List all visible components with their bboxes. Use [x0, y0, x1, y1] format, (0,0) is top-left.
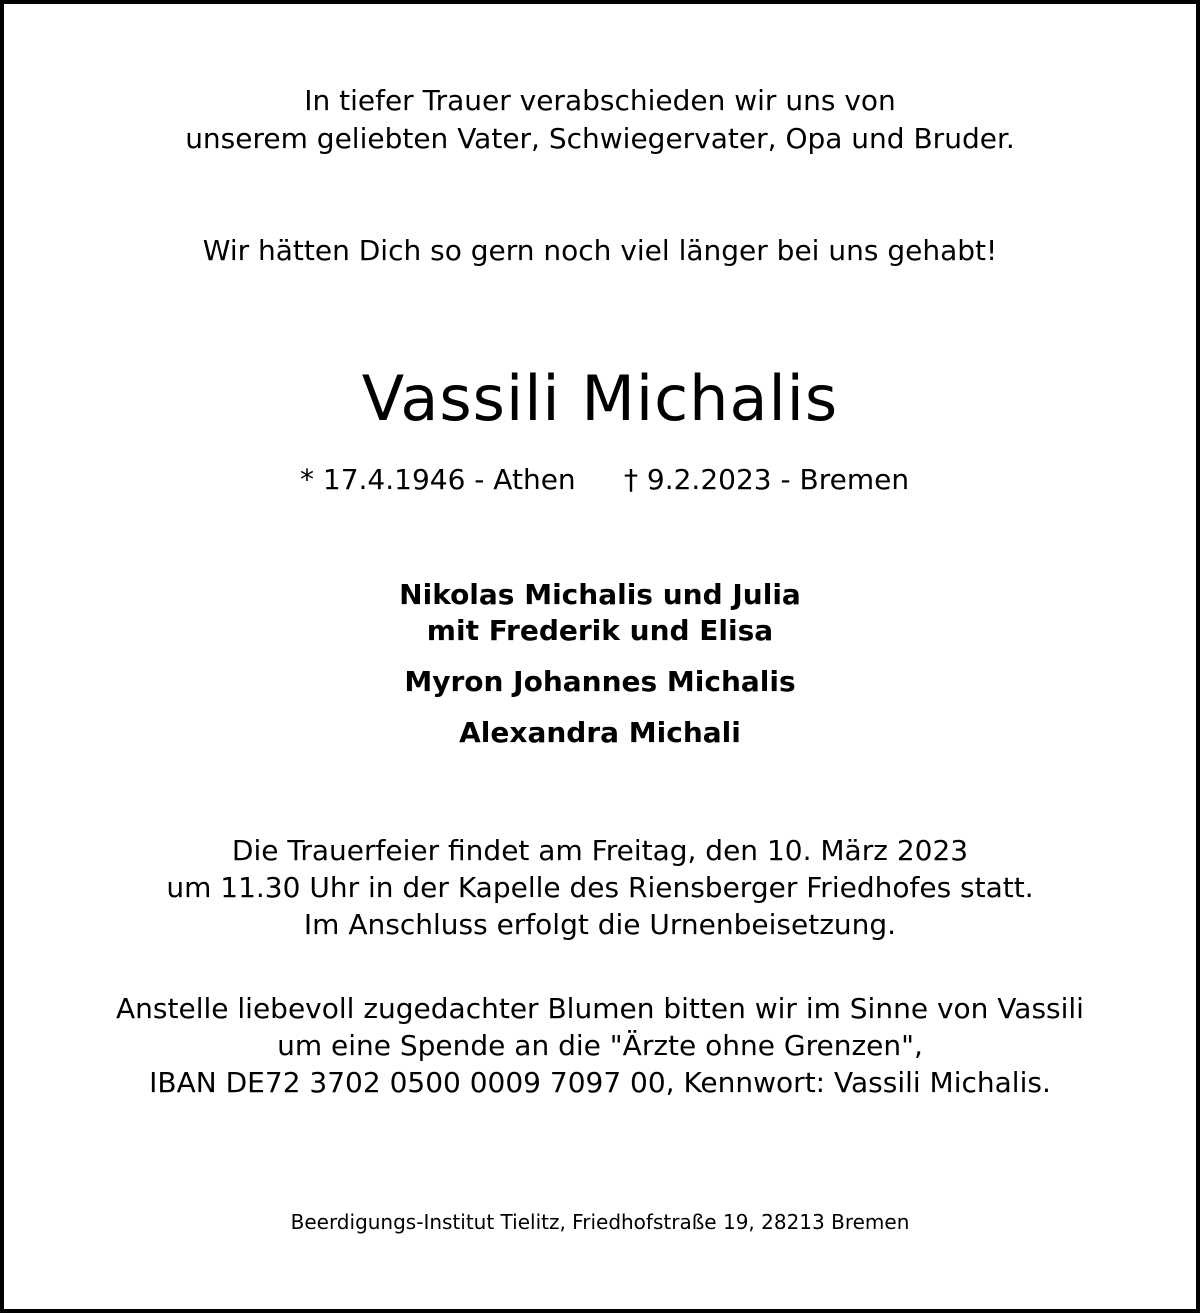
service-line-2: um 11.30 Uhr in der Kapelle des Riensberger Friedhofes statt.: [166, 871, 1034, 904]
intro-line-2: unserem geliebten Vater, Schwiegervater, Opa und Bruder.: [185, 122, 1015, 155]
birth-date: * 17.4.1946 - Athen: [300, 463, 576, 496]
death-date: † 9.2.2023 - Bremen: [624, 463, 910, 496]
funeral-home-address: Beerdigungs-Institut Tielitz, Friedhofstraße 19, 28213 Bremen: [290, 1210, 910, 1234]
mourner-line-3: Myron Johannes Michalis: [404, 665, 796, 698]
donation-line-3: IBAN DE72 3702 0500 0009 7097 00, Kennwort: Vassili Michalis.: [149, 1066, 1051, 1099]
service-line-1: Die Trauerfeier findet am Freitag, den 10. März 2023: [231, 834, 969, 867]
intro-line-1: In tiefer Trauer verabschieden wir uns von: [304, 84, 896, 117]
deceased-name: Vassili Michalis: [361, 362, 839, 435]
donation-line-1: Anstelle liebevoll zugedachter Blumen bitten wir im Sinne von Vassili: [116, 992, 1084, 1025]
mourner-line-2: mit Frederik und Elisa: [426, 614, 774, 647]
donation-line-2: um eine Spende an die "Ärzte ohne Grenzen",: [277, 1029, 923, 1062]
service-line-3: Im Anschluss erfolgt die Urnenbeisetzung.: [303, 908, 897, 941]
quote-line: Wir hätten Dich so gern noch viel länger bei uns gehabt!: [202, 234, 998, 267]
life-dates: [4, 460, 1196, 500]
mourner-line-4: Alexandra Michali: [459, 716, 741, 749]
mourner-line-1: Nikolas Michalis und Julia: [399, 578, 801, 611]
